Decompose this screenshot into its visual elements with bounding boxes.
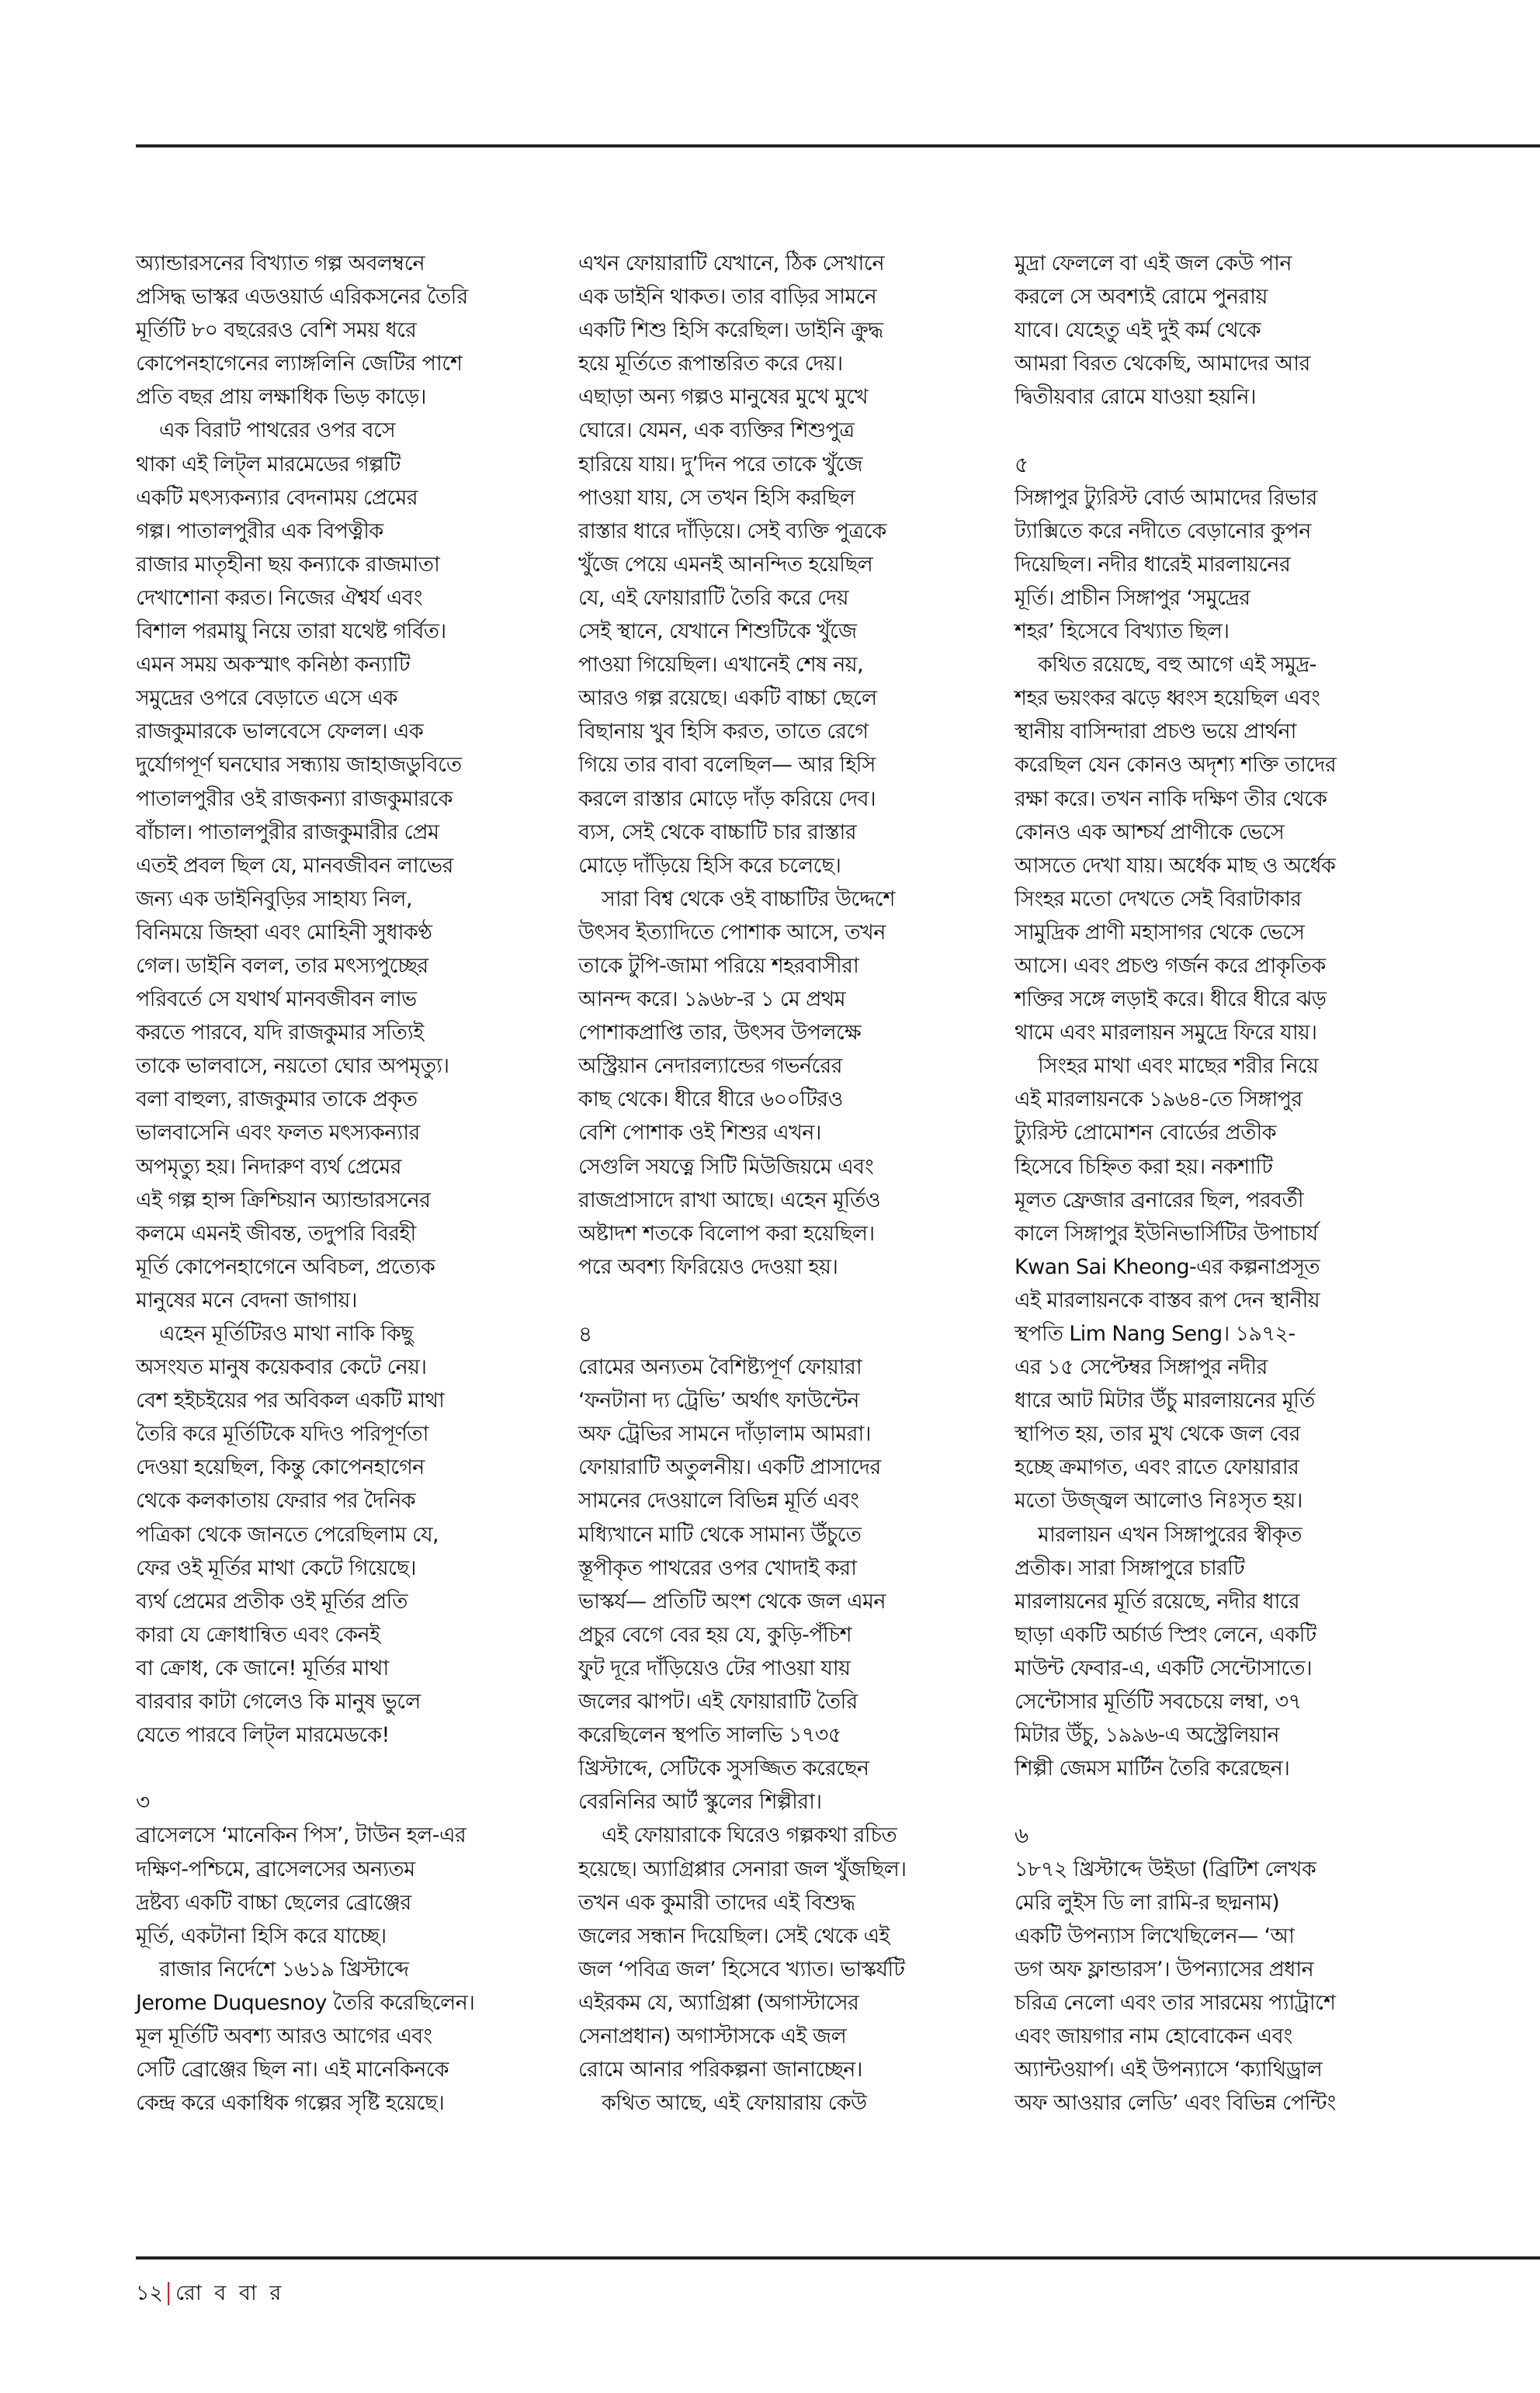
text-line: বেশ হইচইয়ের পর অবিকল একটি মাথা [136, 1389, 445, 1413]
text-line: বেরনিনির আর্ট স্কুলের শিল্পীরা। [578, 1790, 822, 1815]
text-line: এমন সময় অকস্মাৎ কনিষ্ঠা কন্যাটি [136, 653, 410, 678]
text-line: সেগুলি সযত্নে সিটি মিউজিয়মে এবং [578, 1154, 874, 1179]
text-line: মারলায়ন এখন সিঙ্গাপুরের স্বীকৃত [1038, 1522, 1302, 1547]
text-line: বিনিময়ে জিহ্বা এবং মোহিনী সুধাকণ্ঠ [136, 920, 432, 945]
text-line: খ্রিস্টাব্দে, সেটিকে সুসজ্জিত করেছেন [578, 1757, 869, 1781]
text-line: ‘ফনটানা দ্য ট্রেভি’ অর্থাৎ ফাউন্টেন [578, 1389, 859, 1413]
text-line: মাউন্ট ফেবার-এ, একটি সেন্টোসাতে। [1015, 1656, 1313, 1680]
text-line: মূর্তি কোপেনহাগেনে অবিচল, প্রত্যেক [136, 1254, 435, 1279]
text-line: রোমে আনার পরিকল্পনা জানাচ্ছেন। [578, 2058, 862, 2083]
text-line: এক ডাইনি থাকত। তার বাড়ির সামনে [578, 285, 877, 310]
text-line: দ্রষ্টব্য একটি বাচ্চা ছেলের ব্রোঞ্জের [136, 1890, 411, 1915]
text-line: করলে রাস্তার মোড়ে দাঁড় করিয়ে দেব। [578, 786, 876, 811]
text-line: একটি মৎস্যকন্যার বেদনাময় প্রেমের [136, 485, 418, 510]
text-line: ডগ অফ ফ্লান্ডারস’। উপন্যাসের প্রধান [1015, 1957, 1314, 1982]
text-line: সমুদ্রের ওপরে বেড়াতে এসে এক [136, 686, 397, 711]
footer-separator [168, 2282, 169, 2305]
text-line: শহর’ হিসেবে বিখ্যাত ছিল। [1015, 619, 1230, 644]
text-line: আমরা বিরত থেকেছি, আমাদের আর [1015, 352, 1310, 376]
text-line: এবং জায়গার নাম হোবোকেন এবং [1015, 2024, 1292, 2048]
text-line: সেই স্থানে, যেখানে শিশুটিকে খুঁজে [578, 619, 857, 644]
text-line: শহর ভয়ংকর ঝড়ে ধ্বংস হয়েছিল এবং [1015, 686, 1320, 711]
text-line: অফ ট্রেভির সামনে দাঁড়ালাম আমরা। [578, 1422, 871, 1447]
text-line: মতো উজ্জ্বল আলোও নিঃসৃত হয়। [1015, 1489, 1302, 1514]
text-line: দক্ষিণ-পশ্চিমে, ব্রাসেলসের অন্যতম [136, 1857, 415, 1881]
text-line: ধারে আট মিটার উঁচু মারলায়নের মূর্তি [1015, 1389, 1315, 1413]
text-line: থাকা এই লিট্‌ল মারমেডের গল্পটি [136, 452, 401, 477]
text-line: কোপেনহাগেনের ল্যাঙ্গলিনি জেটির পাশে [136, 352, 463, 376]
text-line: মিটার উঁচু, ১৯৯৬-এ অস্ট্রেলিয়ান [1015, 1723, 1279, 1748]
text-line: গিয়ে তার বাবা বলেছিল— আর হিসি [578, 753, 876, 778]
text-line: যে, এই ফোয়ারাটি তৈরি করে দেয় [578, 585, 848, 610]
text-line: করেছিল যেন কোনও অদৃশ্য শক্তি তাদের [1015, 753, 1337, 778]
text-line: ব্যর্থ প্রেমের প্রতীক ওই মূর্তির প্রতি [136, 1589, 408, 1614]
text-line: বারবার কাটা গেলেও কি মানুষ ভুলে [136, 1690, 421, 1715]
text-line: ফের ওই মূর্তির মাথা কেটে গিয়েছে। [136, 1555, 416, 1580]
text-line: ভালবাসেনি এবং ফলত মৎস্যকন্যার [136, 1121, 420, 1146]
text-line: এছাড়া অন্য গল্পও মানুষের মুখে মুখে [578, 385, 868, 410]
text-line: অপমৃত্যু হয়। নিদারুণ ব্যর্থ প্রেমের [136, 1154, 401, 1179]
text-line: সেটি ব্রোঞ্জের ছিল না। এই মানেকিনকে [136, 2058, 449, 2083]
text-line: মারলায়নের মূর্তি রয়েছে, নদীর ধারে [1015, 1589, 1299, 1614]
text-line: প্রতি বছর প্রায় লক্ষাধিক ভিড় কাড়ে। [136, 385, 426, 410]
text-line: কাছ থেকে। ধীরে ধীরে ৬০০টিরও [578, 1087, 843, 1112]
text-line: ট্যাক্সিতে করে নদীতে বেড়ানোর কুপন [1015, 518, 1311, 543]
text-line: ট্যুরিস্ট প্রোমোশন বোর্ডের প্রতীক [1015, 1121, 1276, 1146]
text-line: ব্যস, সেই থেকে বাচ্চাটি চার রাস্তার [578, 820, 857, 844]
text-line: পাওয়া যায়, সে তখন হিসি করছিল [578, 485, 855, 510]
text-line: মূল মূর্তিটি অবশ্য আরও আগের এবং [136, 2024, 432, 2048]
text-line: অ্যান্টওয়ার্প। এই উপন্যাসে ‘ক্যাথিড্রাল [1015, 2058, 1323, 2083]
text-line: কথিত রয়েছে, বহু আগে এই সমুদ্র- [1038, 653, 1316, 678]
text-line: ঘোরে। যেমন, এক ব্যক্তির শিশুপুত্র [578, 418, 855, 443]
text-line: আনন্দ করে। ১৯৬৮-র ১ মে প্রথম [578, 987, 846, 1012]
text-line: Jerome Duquesnoy তৈরি করেছিলেন। [136, 1990, 475, 2015]
section-number: ৩ [136, 1789, 150, 1816]
text-line: এই মারলায়নকে ১৯৬৪-তে সিঙ্গাপুর [1015, 1087, 1302, 1112]
text-line: ফোয়ারাটি অতুলনীয়। একটি প্রাসাদের [578, 1455, 881, 1480]
text-line: স্থাপিত হয়, তার মুখ থেকে জল বের [1015, 1422, 1300, 1447]
text-line: ১৮৭২ খ্রিস্টাব্দে উইডা (ব্রিটিশ লেখক [1015, 1857, 1316, 1881]
text-line: মোড়ে দাঁড়িয়ে হিসি করে চলেছে। [578, 853, 841, 878]
blank-line [578, 1284, 982, 1317]
text-line: রাস্তার ধারে দাঁড়িয়ে। সেই ব্যক্তি পুত্রকে [578, 518, 886, 543]
text-line: সামুদ্রিক প্রাণী মহাসাগর থেকে ভেসে [1015, 920, 1305, 945]
text-line: একটি উপন্যাস লিখেছিলেন— ‘আ [1015, 1923, 1295, 1948]
text-line: করেছিলেন স্থপতি সালভি ১৭৩৫ [578, 1723, 841, 1748]
blank-line [1015, 1785, 1418, 1819]
text-line: সেনাপ্রধান) অগাস্টাসকে এই জল [578, 2024, 847, 2048]
text-line: গেল। ডাইনি বলল, তার মৎস্যপুচ্ছের [136, 953, 428, 978]
text-line: জন্য এক ডাইনিবুড়ির সাহায্য নিল, [136, 886, 412, 911]
text-line: কালে সিঙ্গাপুর ইউনিভার্সিটির উপাচার্য [1015, 1221, 1318, 1246]
text-line: বিশাল পরমায়ু নিয়ে তারা যথেষ্ট গর্বিত। [136, 619, 446, 644]
text-line: সেন্টোসার মূর্তিটি সবচেয়ে লম্বা, ৩৭ [1015, 1690, 1302, 1715]
text-line: এখন ফোয়ারাটি যেখানে, ঠিক সেখানে [578, 251, 885, 276]
text-line: স্থপতি Lim Nang Seng। ১৯৭২- [1015, 1322, 1295, 1346]
text-line: সিঙ্গাপুর ট্যুরিস্ট বোর্ড আমাদের রিভার [1015, 485, 1317, 510]
text-line: প্রতীক। সারা সিঙ্গাপুরে চারটি [1015, 1555, 1245, 1580]
text-line: রাজার নির্দেশে ১৬১৯ খ্রিস্টাব্দে [159, 1957, 409, 1982]
text-line: শিল্পী জেমস মার্টিন তৈরি করেছেন। [1015, 1757, 1290, 1781]
text-line: রাজপ্রাসাদে রাখা আছে। এহেন মূর্তিও [578, 1188, 880, 1212]
text-line: মূর্তি। প্রাচীন সিঙ্গাপুর ‘সমুদ্রের [1015, 585, 1250, 610]
text-line: পাতালপুরীর ওই রাজকন্যা রাজকুমারকে [136, 786, 453, 811]
text-line: স্থানীয় বাসিন্দারা প্রচণ্ড ভয়ে প্রার্থনা [1015, 720, 1296, 744]
blank-line [1015, 414, 1418, 447]
text-line: শক্তির সঙ্গে লড়াই করে। ধীরে ধীরে ঝড় [1015, 987, 1327, 1012]
text-line: রাজকুমারকে ভালবেসে ফেলল। এক [136, 720, 424, 744]
text-line: এইরকম যে, অ্যাগ্রিপ্পা (অগাস্টাসের [578, 1990, 859, 2015]
text-line: মুদ্রা ফেললে বা এই জল কেউ পান [1015, 251, 1292, 276]
top-rule [136, 144, 1540, 147]
text-line: জলের সন্ধান দিয়েছিল। সেই থেকে এই [578, 1923, 890, 1948]
page-number: ১২ [136, 2281, 164, 2305]
text-line: কথিত আছে, এই ফোয়ারায় কেউ [602, 2091, 867, 2116]
text-line: মানুষের মনে বেদনা জাগায়। [136, 1288, 357, 1313]
text-line: গল্প। পাতালপুরীর এক বিপত্নীক [136, 518, 383, 543]
section-number: ৬ [1015, 1822, 1028, 1849]
text-line: কারা যে ক্রোধান্বিত এবং কেনই [136, 1622, 380, 1647]
column-3 [1015, 247, 1418, 2120]
column-1 [136, 247, 539, 2120]
text-line: এই ফোয়ারাকে ঘিরেও গল্পকথা রচিত [602, 1823, 897, 1848]
text-line: এই মারলায়নকে বাস্তব রূপ দেন স্থানীয় [1015, 1288, 1320, 1313]
text-line: আসতে দেখা যায়। অর্ধেক মাছ ও অর্ধেক [1015, 853, 1336, 878]
bottom-rule [136, 2256, 1540, 2259]
column-2 [578, 247, 982, 2120]
text-line: বলা বাহুল্য, রাজকুমার তাকে প্রকৃত [136, 1087, 418, 1112]
text-line: সামনের দেওয়ালে বিভিন্ন মূর্তি এবং [578, 1489, 859, 1514]
text-line: রক্ষা করে। তখন নাকি দক্ষিণ তীর থেকে [1015, 786, 1327, 811]
text-line: এই গল্প হান্স ক্রিশ্চিয়ান অ্যান্ডারসনের [136, 1188, 431, 1212]
text-line: ব্রাসেলসে ‘মানেকিন পিস’, টাউন হল-এর [136, 1823, 467, 1848]
text-line: হয়ে মূর্তিতে রূপান্তরিত করে দেয়। [578, 352, 843, 376]
text-line: এর ১৫ সেপ্টেম্বর সিঙ্গাপুর নদীর [1015, 1355, 1268, 1380]
text-line: ছাড়া একটি অর্চার্ড স্প্রিং লেনে, একটি [1015, 1622, 1316, 1647]
text-line: পোশাকপ্রাপ্তি তার, উৎসব উপলক্ষে [578, 1021, 862, 1046]
text-line: পরিবর্তে সে যথার্থ মানবজীবন লাভ [136, 987, 417, 1012]
text-line: বা ক্রোধ, কে জানে! মূর্তির মাথা [136, 1656, 389, 1680]
text-line: দেওয়া হয়েছিল, কিন্তু কোপেনহাগেন [136, 1455, 425, 1480]
text-line: যেতে পারবে লিট্‌ল মারমেডকে! [136, 1723, 390, 1748]
text-line: রোমের অন্যতম বৈশিষ্ট্যপূর্ণ ফোয়ারা [578, 1355, 862, 1380]
text-line: আরও গল্প রয়েছে। একটি বাচ্চা ছেলে [578, 686, 877, 711]
text-line: থেকে কলকাতায় ফেরার পর দৈনিক [136, 1489, 416, 1514]
text-line: স্তূপীকৃত পাথরের ওপর খোদাই করা [578, 1555, 857, 1580]
text-line: হচ্ছে ক্রমাগত, এবং রাতে ফোয়ারার [1015, 1455, 1299, 1480]
text-line: এহেন মূর্তিটিরও মাথা নাকি কিছু [159, 1322, 414, 1346]
section-number: ৪ [578, 1321, 592, 1347]
text-line: হিসেবে চিহ্নিত করা হয়। নকশাটি [1015, 1154, 1273, 1179]
text-line: সিংহর মতো দেখতে সেই বিরাটাকার [1015, 886, 1302, 911]
text-line: তৈরি করে মূর্তিটিকে যদিও পরিপূর্ণতা [136, 1422, 428, 1447]
text-line: খুঁজে পেয়ে এমনই আনন্দিত হয়েছিল [578, 552, 873, 577]
text-line: দ্বিতীয়বার রোমে যাওয়া হয়নি। [1015, 385, 1256, 410]
text-line: মূর্তিটি ৮০ বছরেরও বেশি সময় ধরে [136, 318, 417, 343]
text-line: প্রসিদ্ধ ভাস্কর এডওয়ার্ড এরিকসনের তৈরি [136, 285, 468, 310]
text-line: কেন্দ্র করে একাধিক গল্পের সৃষ্টি হয়েছে। [136, 2091, 445, 2116]
text-line: জল ‘পবিত্র জল’ হিসেবে খ্যাত। ভাস্কর্যটি [578, 1957, 905, 1982]
text-line: ভাস্কর্য— প্রতিটি অংশ থেকে জল এমন [578, 1589, 886, 1614]
text-line: বেশি পোশাক ওই শিশুর এখন। [578, 1121, 821, 1146]
text-line: মেরি লুইস ডি লা রামি-র ছদ্মনাম) [1015, 1890, 1280, 1915]
text-line: মধ্যিখানে মাটি থেকে সামান্য উঁচুতে [578, 1522, 862, 1547]
text-line: রাজার মাতৃহীনা ছয় কন্যাকে রাজমাতা [136, 552, 440, 577]
text-line: অফ আওয়ার লেডি’ এবং বিভিন্ন পেন্টিং [1015, 2091, 1336, 2116]
text-line: Kwan Sai Kheong-এর কল্পনাপ্রসূত [1015, 1254, 1320, 1279]
text-line: ফুট দূরে দাঁড়িয়েও টের পাওয়া যায় [578, 1656, 851, 1680]
text-line: অষ্টাদশ শতকে বিলোপ করা হয়েছিল। [578, 1221, 875, 1246]
text-line: উৎসব ইত্যাদিতে পোশাক আসে, তখন [578, 920, 886, 945]
text-line: পত্রিকা থেকে জানতে পেরেছিলাম যে, [136, 1522, 439, 1547]
text-line: তখন এক কুমারী তাদের এই বিশুদ্ধ [578, 1890, 855, 1915]
text-line: একটি শিশু হিসি করেছিল। ডাইনি ক্রুদ্ধ [578, 318, 883, 343]
text-line: তাকে টুপি-জামা পরিয়ে শহরবাসীরা [578, 953, 859, 978]
text-line: জলের ঝাপট। এই ফোয়ারাটি তৈরি [578, 1690, 858, 1715]
section-number: ৫ [1015, 451, 1028, 477]
text-line: কলমে এমনই জীবন্ত, তদুপরি বিরহী [136, 1221, 416, 1246]
text-line: করতে পারবে, যদি রাজকুমার সত্যিই [136, 1021, 424, 1046]
text-line: বিছানায় খুব হিসি করত, তাতে রেগে [578, 720, 869, 744]
text-line: আসে। এবং প্রচণ্ড গর্জন করে প্রাকৃতিক [1015, 953, 1326, 978]
text-line: যাবে। যেহেতু এই দুই কর্ম থেকে [1015, 318, 1261, 343]
text-line: মূর্তি, একটানা হিসি করে যাচ্ছে। [136, 1923, 387, 1948]
text-line: থামে এবং মারলায়ন সমুদ্রে ফিরে যায়। [1015, 1021, 1317, 1046]
text-line: তাকে ভালবাসে, নয়তো ঘোর অপমৃত্যু। [136, 1054, 449, 1079]
text-line: হয়েছে। অ্যাগ্রিপ্পার সেনারা জল খুঁজছিল। [578, 1857, 907, 1881]
text-line: দেখাশোনা করত। নিজের ঐশ্বর্য এবং [136, 585, 422, 610]
text-line: অস্ট্রিয়ান নেদারল্যান্ডের গভর্নরের [578, 1054, 842, 1079]
page-footer [136, 2278, 284, 2309]
text-line: পাওয়া গিয়েছিল। এখানেই শেষ নয়, [578, 653, 864, 678]
text-line: মূলত ফ্রেজার ব্রনারের ছিল, পরবর্তী [1015, 1188, 1303, 1212]
text-line: পরে অবশ্য ফিরিয়েও দেওয়া হয়। [578, 1254, 838, 1279]
text-line: দিয়েছিল। নদীর ধারেই মারলায়নের [1015, 552, 1291, 577]
text-line: দুর্যোগপূর্ণ ঘনঘোর সন্ধ্যায় জাহাজডুবিতে [136, 753, 462, 778]
text-line: বাঁচাল। পাতালপুরীর রাজকুমারীর প্রেম [136, 820, 439, 844]
text-line: অ্যান্ডারসনের বিখ্যাত গল্প অবলম্বনে [136, 251, 425, 276]
text-line: হারিয়ে যায়। দু’দিন পরে তাকে খুঁজে [578, 452, 862, 477]
text-line: এতই প্রবল ছিল যে, মানবজীবন লাভের [136, 853, 453, 878]
magazine-name: রো ব বা র [175, 2281, 285, 2305]
text-line: প্রচুর বেগে বের হয় যে, কুড়ি-পঁচিশ [578, 1622, 852, 1647]
blank-line [136, 1752, 539, 1785]
text-line: অসংযত মানুষ কয়েকবার কেটে নেয়। [136, 1355, 427, 1380]
text-line: করলে সে অবশ্যই রোমে পুনরায় [1015, 285, 1268, 310]
text-line: কোনও এক আশ্চর্য প্রাণীকে ভেসে [1015, 820, 1285, 844]
text-line: চরিত্র নেলো এবং তার সারমেয় প্যাট্রাশে [1015, 1990, 1336, 2015]
text-line: এক বিরাট পাথরের ওপর বসে [159, 418, 396, 443]
text-line: সিংহর মাথা এবং মাছের শরীর নিয়ে [1038, 1054, 1319, 1079]
text-line: সারা বিশ্ব থেকে ওই বাচ্চাটির উদ্দেশে [602, 886, 895, 911]
